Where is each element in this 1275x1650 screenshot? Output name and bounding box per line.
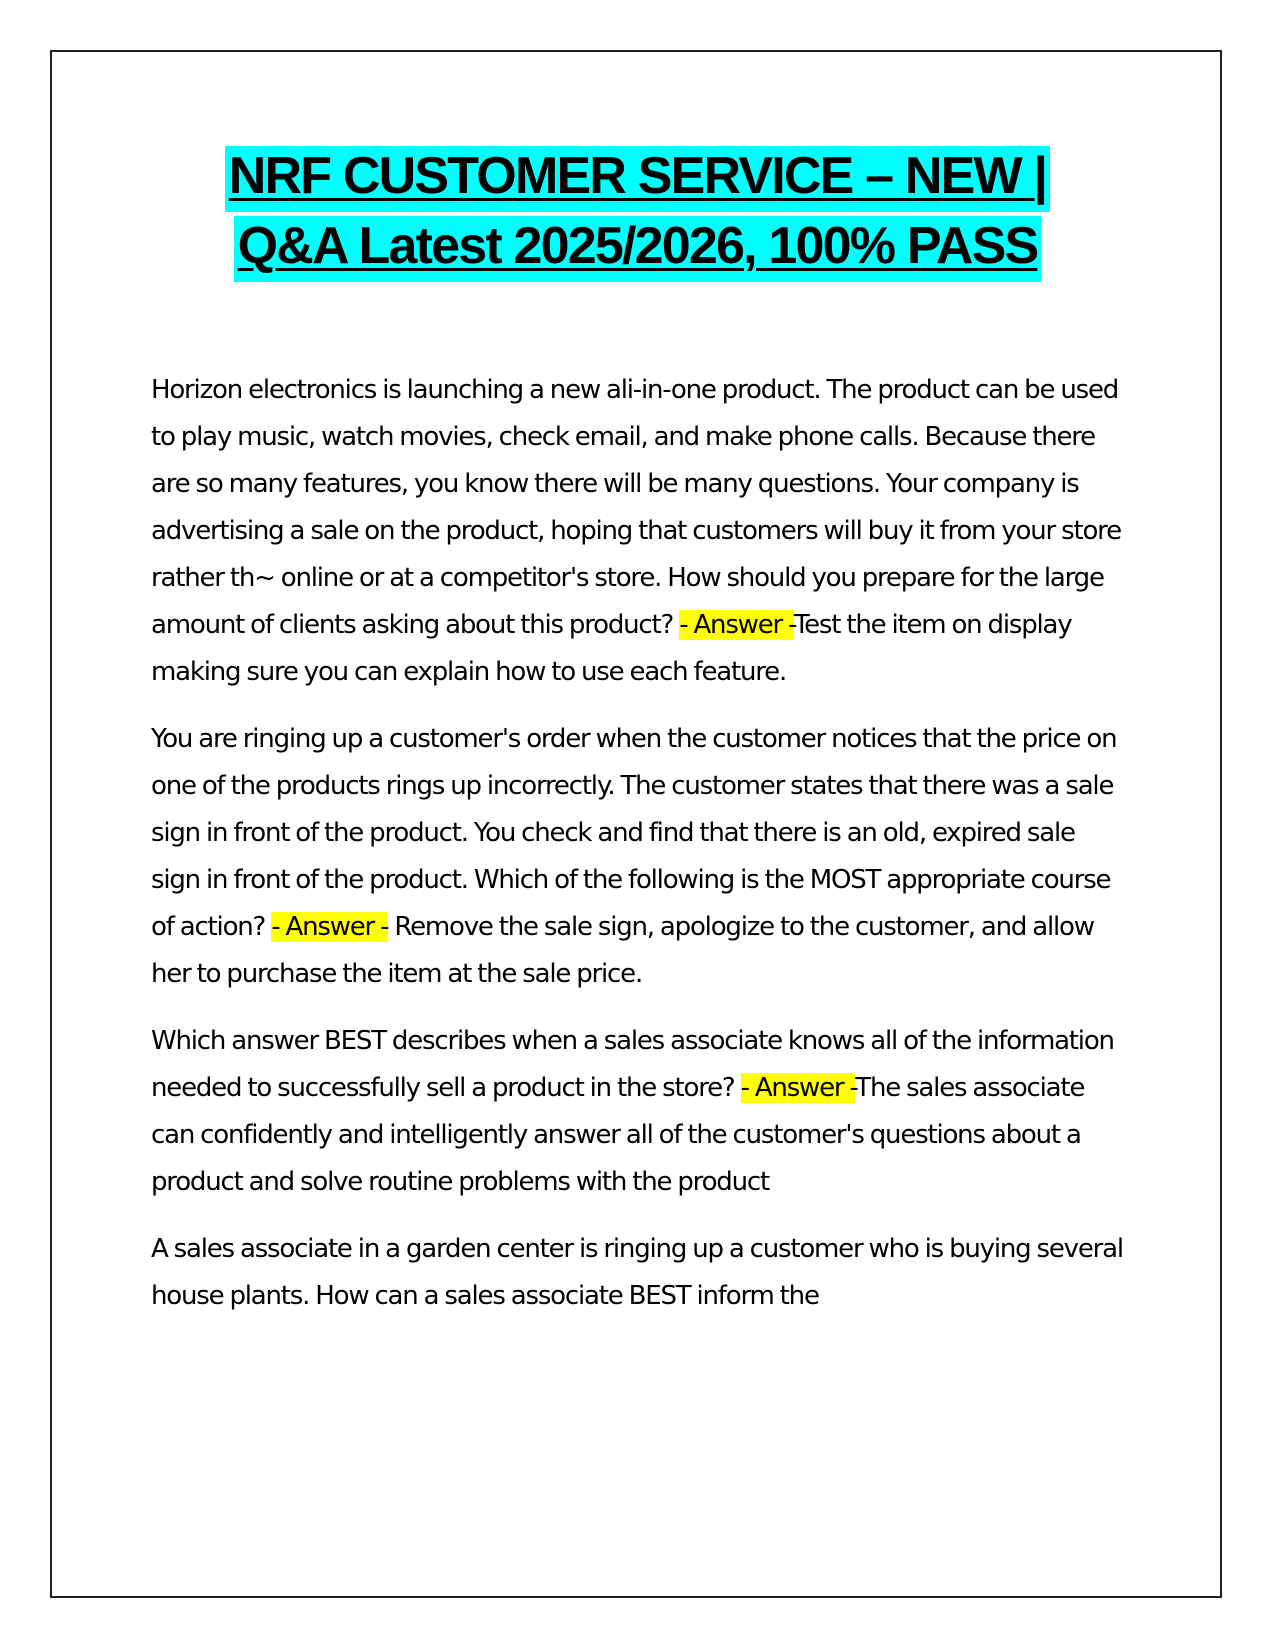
question-text: Which answer BEST describes when a sales associate knows all of the information needed to successfully sell a product in the store?	[151, 1026, 1114, 1103]
answer-marker: - Answer -	[679, 610, 794, 640]
answer-text: Test the item on display making sure you can explain how to use each feature.	[151, 610, 1072, 687]
title-line-2: Q&A Latest 2025/2026, 100% PASS	[234, 216, 1042, 282]
question-text: A sales associate in a garden center is ringing up a customer who is buying several house plants. How can a sales associate BEST inform the	[151, 1234, 1123, 1311]
qa-content	[151, 367, 1126, 1340]
document-title	[100, 146, 1175, 286]
answer-marker: - Answer -	[740, 1073, 856, 1103]
qa-entry-1	[151, 367, 1126, 696]
qa-entry-2	[151, 716, 1126, 998]
qa-entry-3	[151, 1018, 1126, 1206]
question-text: Horizon electronics is launching a new ali-in-one product. The product can be used to play music, watch movies, check email, and make phone calls. Because there are so many features, you know there will be many questions. Your company is advertising a sale on the product, hoping that customers will buy it from your store rather th~ online or at a competitor's store. How should you prepare for the large amount of clients asking about this product?	[151, 375, 1121, 640]
answer-text: The sales associate can confidently and intelligently answer all of the customer's questions about a product and solve routine problems with the product	[151, 1073, 1085, 1197]
answer-marker: - Answer -	[271, 912, 389, 942]
answer-text: Remove the sale sign, apologize to the customer, and allow her to purchase the item at the sale price.	[151, 912, 1094, 989]
qa-entry-4	[151, 1226, 1126, 1320]
title-line-1: NRF CUSTOMER SERVICE – NEW |	[225, 146, 1050, 212]
question-text: You are ringing up a customer's order when the customer notices that the price on one of the products rings up incorrectly. The customer states that there was a sale sign in front of the product. You check and find that there is an old, expired sale sign in front of the product. Which of the following is the MOST appropriate course of action?	[151, 724, 1117, 942]
